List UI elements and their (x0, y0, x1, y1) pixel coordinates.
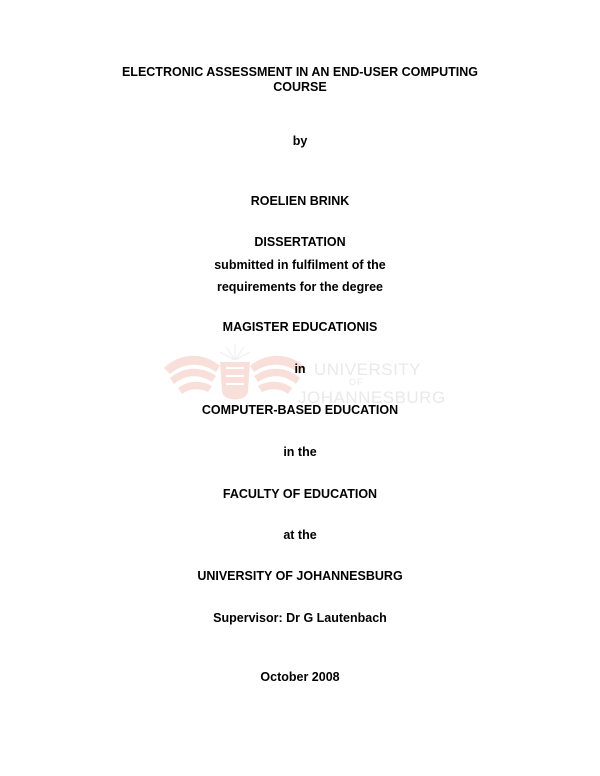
supervisor-line: Supervisor: Dr G Lautenbach (213, 611, 387, 625)
author-name: ROELIEN BRINK (250, 194, 350, 208)
watermark-university-text: UNIVERSITY (314, 360, 422, 379)
submitted-text-line-1: submitted in fulfilment of the (214, 258, 386, 272)
title-line-2: COURSE (273, 80, 327, 94)
watermark-of-text: OF (349, 377, 364, 387)
in-the-text: in the (283, 445, 317, 459)
at-the-text: at the (283, 528, 317, 542)
by-text: by (292, 134, 308, 148)
submitted-text-line-2: requirements for the degree (216, 280, 383, 294)
degree-name: MAGISTER EDUCATIONIS (222, 320, 378, 334)
submission-date: October 2008 (260, 670, 340, 684)
document-type: DISSERTATION (254, 235, 346, 249)
watermark-johannesburg-text: JOHANNESBURG (298, 388, 446, 407)
faculty-name: FACULTY OF EDUCATION (222, 487, 378, 501)
university-name: UNIVERSITY OF JOHANNESBURG (197, 569, 403, 583)
field-of-study: COMPUTER-BASED EDUCATION (201, 403, 399, 417)
title-line-1: ELECTRONIC ASSESSMENT IN AN END-USER COMPUTING (121, 65, 479, 79)
in-text: in (294, 362, 306, 376)
